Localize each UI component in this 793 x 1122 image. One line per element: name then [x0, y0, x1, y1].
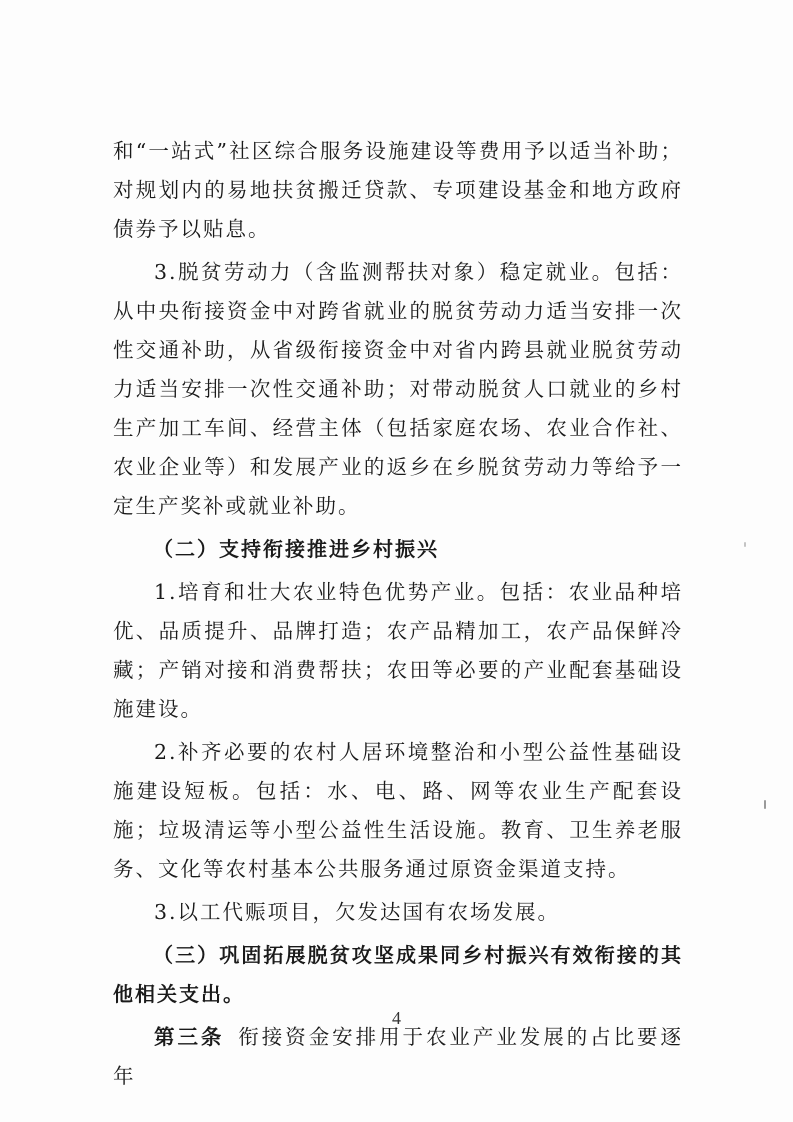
article-paragraph [113, 1018, 683, 1096]
paragraph-item-3-employment: 3.脱贫劳动力（含监测帮扶对象）稳定就业。包括：从中央衔接资金中对跨省就业的脱贫劳动力适当安排一次性交通补助，从省级衔接资金中对省内跨县就业脱贫劳动力适当安排一次性交通补助；对带动脱贫人口就业的乡村生产加工车间、经营主体（包括家庭农场、农业合作社、农业企业等）和发展产业的返乡在乡脱贫劳动力等给予一定生产奖补或就业补助。 [113, 260, 683, 518]
paragraph-item-1-industry: 1.培育和壮大农业特色优势产业。包括：农业品种培优、品质提升、品牌打造；农产品精加工，农产品保鲜冷藏；产销对接和消费帮扶；农田等必要的产业配套基础设施建设。 [113, 580, 683, 721]
page-number: 4 [392, 1008, 401, 1028]
scan-speck [764, 800, 766, 809]
paragraph-item-2-infrastructure: 2.补齐必要的农村人居环境整治和小型公益性基础设施建设短板。包括：水、电、路、网等农业生产配套设施；垃圾清运等小型公益性生活设施。教育、卫生养老服务、文化等农村基本公共服务通过原资金渠道支持。 [113, 740, 683, 881]
paragraph-continuation: 和“一站式”社区综合服务设施建设等费用予以适当补助；对规划内的易地扶贫搬迁贷款、专项建设基金和地方政府债券予以贴息。 [113, 139, 683, 241]
section-heading-2: （二）支持衔接推进乡村振兴 [153, 537, 439, 561]
scan-speck [744, 542, 746, 547]
paragraph-item-3-work-relief: 3.以工代赈项目，欠发达国有农场发展。 [154, 900, 561, 924]
section-heading-3: （三）巩固拓展脱贫攻坚成果同乡村振兴有效衔接的其他相关支出。 [113, 943, 683, 1006]
article-label: 第三条 [154, 1025, 225, 1049]
document-body [113, 132, 683, 1100]
article-text: 衔接资金安排用于农业产业发展的占比要逐年 [113, 1025, 684, 1088]
